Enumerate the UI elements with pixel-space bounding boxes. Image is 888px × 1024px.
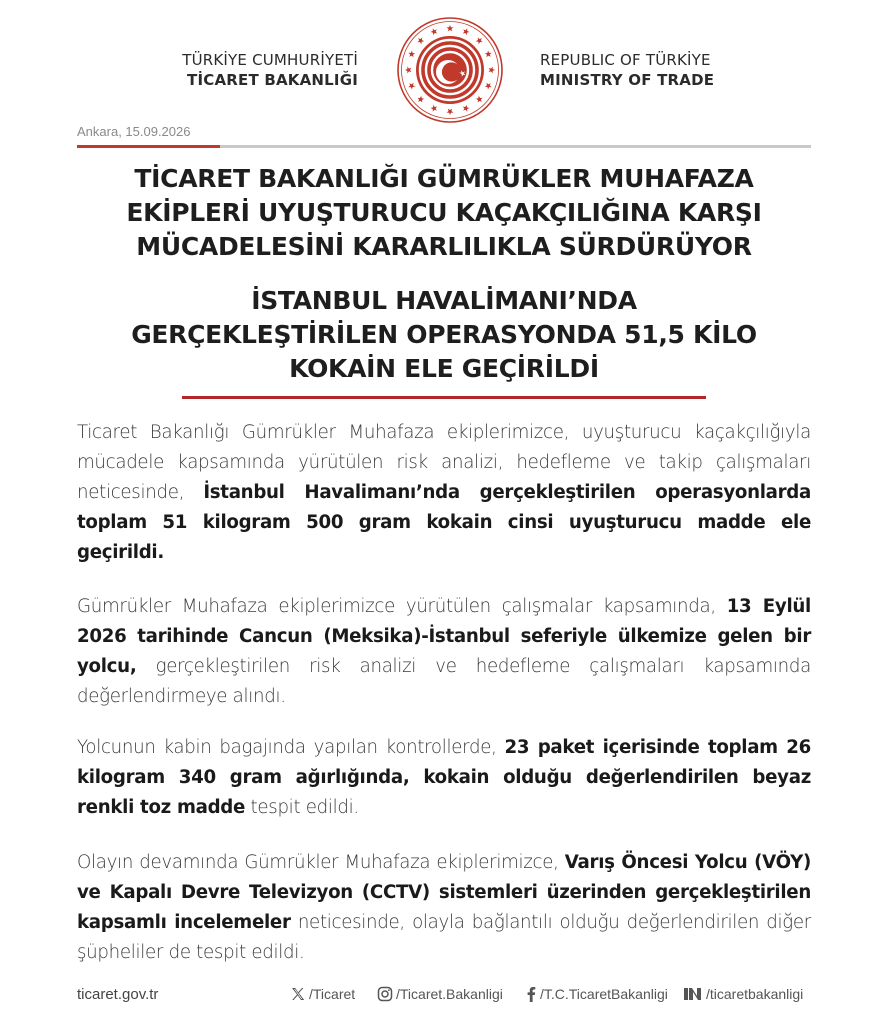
x-handle: /Ticaret <box>309 986 356 1002</box>
main-title <box>77 162 811 264</box>
facebook-icon <box>525 986 537 1002</box>
instagram-handle: /Ticaret.Bakanligi <box>396 986 503 1002</box>
ministry-emblem-icon <box>396 16 504 124</box>
emblem-star <box>447 25 454 32</box>
paragraph-3 <box>77 733 811 823</box>
header-right-text <box>540 50 714 90</box>
header-left-text <box>182 50 358 90</box>
top-divider-accent <box>77 145 220 148</box>
paragraph-text: Yolcunun kabin bagajında yapılan kontrollerde, <box>77 737 505 758</box>
emblem-star <box>408 83 415 90</box>
sub-title-line: GERÇEKLEŞTİRİLEN OPERASYONDA 51,5 KİLO <box>131 320 757 349</box>
footer <box>77 984 817 1008</box>
paragraph-4 <box>77 848 811 968</box>
emblem-star <box>431 28 438 35</box>
emblem-star <box>489 67 496 74</box>
header-right-line1: REPUBLIC OF TÜRKİYE <box>540 51 711 69</box>
emblem-star <box>405 67 412 74</box>
paragraph-2 <box>77 592 811 712</box>
website-link[interactable]: ticaret.gov.tr <box>77 986 159 1003</box>
header-left-line2: TİCARET BAKANLIĞI <box>187 71 358 89</box>
nsosyal-icon <box>683 986 703 1002</box>
emblem-star <box>463 105 470 112</box>
paragraph-text: Ticaret Bakanlığı Gümrükler Muhafaza ekiplerimizce, uyuşturucu kaçakçılığıyla mücadele kapsamında yürütülen risk analizi, hedefleme ve takip çalışmaları neticesinde, <box>77 422 811 503</box>
emblem-star <box>417 96 424 103</box>
paragraph-text: neticesinde, olayla bağlantılı olduğu değerlendirilen diğer şüpheliler de tespit edildi. <box>77 912 811 963</box>
instagram-icon <box>377 986 393 1002</box>
emblem-star <box>417 37 424 44</box>
x-icon <box>290 986 306 1002</box>
title-divider <box>182 396 706 399</box>
emblem-star <box>476 37 483 44</box>
emblem-star <box>408 51 415 58</box>
paragraph-bold-text: 23 paket içerisinde toplam 26 kilogram 340 gram ağırlığında, kokain olduğu değerlendirilen beyaz renkli toz madde <box>77 737 811 818</box>
date-line: Ankara, 15.09.2026 <box>77 124 191 139</box>
sub-title <box>77 284 811 386</box>
main-title-line: TİCARET BAKANLIĞI GÜMRÜKLER MUHAFAZA <box>134 164 754 193</box>
x-social-link[interactable] <box>290 986 355 1002</box>
paragraph-text: Olayın devamında Gümrükler Muhafaza ekiplerimizce, <box>77 852 565 873</box>
emblem-star <box>447 109 454 116</box>
emblem-star <box>485 83 492 90</box>
main-title-line: EKİPLERİ UYUŞTURUCU KAÇAKÇILIĞINA KARŞI <box>126 198 762 227</box>
paragraph-text: Gümrükler Muhafaza ekiplerimizce yürütülen çalışmalar kapsamında, <box>77 596 727 617</box>
paragraph-text: tespit edildi. <box>245 797 359 818</box>
emblem-star <box>431 105 438 112</box>
emblem-star <box>463 28 470 35</box>
nsosyal-social-link[interactable] <box>683 986 803 1002</box>
sub-title-line: KOKAİN ELE GEÇİRİLDİ <box>289 354 599 383</box>
header-left-line1: TÜRKİYE CUMHURİYETİ <box>182 51 358 69</box>
top-divider <box>77 145 811 148</box>
paragraph-1 <box>77 418 811 568</box>
paragraph-bold-text: Varış Öncesi Yolcu (VÖY) ve Kapalı Devre Televizyon (CCTV) sistemleri üzerinden gerçekleştirilen kapsamlı incelemeler <box>77 852 811 933</box>
facebook-social-link[interactable] <box>525 986 668 1002</box>
emblem-star <box>485 51 492 58</box>
header-right-line2: MINISTRY OF TRADE <box>540 71 715 89</box>
paragraph-bold-text: 13 Eylül 2026 tarihinde Cancun (Meksika)-İstanbul seferiyle ülkemize gelen bir yolcu, <box>77 596 811 677</box>
nsosyal-handle: /ticaretbakanligi <box>706 986 804 1002</box>
paragraph-text: gerçekleştirilen risk analizi ve hedefleme çalışmaları kapsamında değerlendirmeye alındı. <box>77 656 811 707</box>
main-title-line: MÜCADELESİNİ KARARLILIKLA SÜRDÜRÜYOR <box>136 232 752 261</box>
facebook-handle: /T.C.TicaretBakanligi <box>540 986 668 1002</box>
emblem-star <box>476 96 483 103</box>
paragraph-bold-text: İstanbul Havalimanı’nda gerçekleştirilen operasyonlarda toplam 51 kilogram 500 gram kokain cinsi uyuşturucu madde ele geçirildi. <box>77 482 812 563</box>
sub-title-line: İSTANBUL HAVALİMANI’NDA <box>251 286 637 315</box>
instagram-social-link[interactable] <box>377 986 503 1002</box>
